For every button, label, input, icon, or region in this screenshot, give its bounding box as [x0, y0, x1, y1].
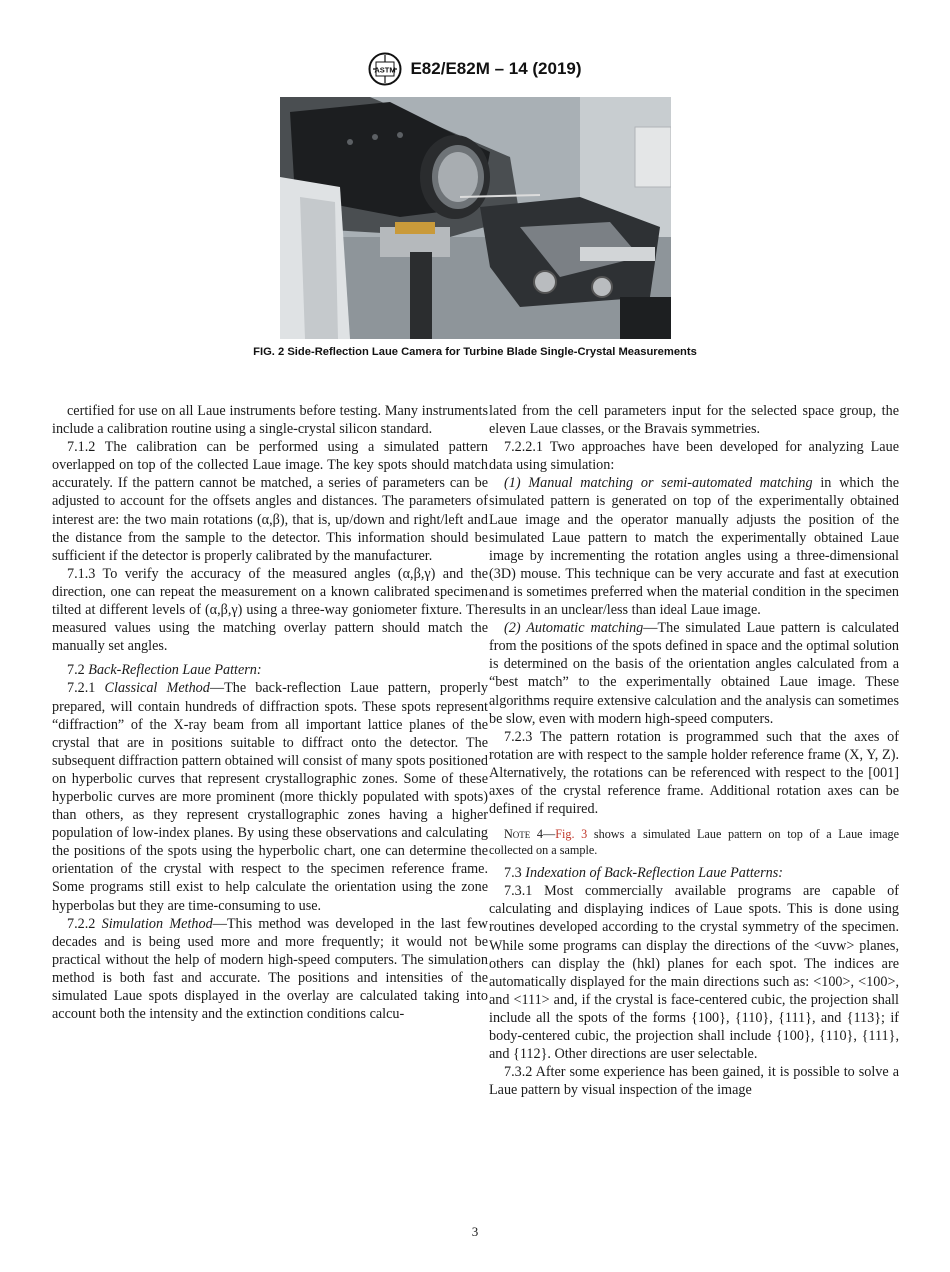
- paragraph-text: —This method was developed in the last few decades and is being used more and more frequently; it would not be practical without the help of modern high-speed computers. The simulation method is both fast and accurate. The positions and intensities of the simulated Laue spots displayed in the overlay are calculated taking into account both the intensity and the extinction conditions calcu-: [52, 915, 489, 1023]
- paragraph-text: 7.2.3 The pattern rotation is programmed such that the axes of rotation are with respect to the sample holder reference frame (X, Y, Z). Alternatively, the rotations can be referenced with respect to the [001] axes of the crystal reference frame. Additional rotation axes can be defined if required.: [489, 728, 899, 818]
- laue-camera-photo-illustration: [280, 97, 671, 339]
- note-label: Note 4: [504, 827, 544, 842]
- paragraph-text: —The simulated Laue pattern is calculated from the positions of the spots defined in space and the optimal solution is determined on the basis of the orientation angles calculated from a “best match” to the experimentally obtained Laue image. These algorithms require extensive calculation and the analysis can sometimes be slow, even with modern high-speed computers.: [489, 620, 899, 727]
- subsection-title: (2) Automatic matching: [504, 620, 644, 637]
- left-paragraph: [52, 915, 488, 1024]
- subsection-title: Classical Method: [104, 680, 210, 697]
- right-paragraph: [489, 826, 899, 858]
- figure-photo-laue-camera: [280, 97, 671, 339]
- paragraph-text: 7.3.1 Most commercially available programs are capable of calculating and displaying indices of Laue spots. This is done using routines developed according to the crystal symmetry of the specimen. While some programs can display the directions of the <uvw> planes, others can display the (hkl) planes for each spot. The indices are automatically displayed for the main directions such as: <100>, <100>, and <111> and, if the crystal is face-centered cubic, the projection shall include all the spots of the forms {100}, {110}, {111}, and {113}; if body-centered cubic, the projection shall include {100}, {110}, {111}, and {112}. Other directions are user selectable.: [489, 883, 899, 1063]
- paragraph-text: 7.1.2 The calibration can be performed using a simulated pattern overlapped on top of the collected Laue image. The key spots should match accurately. If the pattern cannot be matched, a series of parameters can be adjusted to account for the offsets angles and distances. The parameters of interest are: the two main rotations (α,β), that is, up/down and right/left and the distance from the sample to the detector. This information should be sufficient if the detector is properly calibrated by the manufacturer.: [52, 439, 488, 564]
- standard-designation: E82/E82M – 14 (2019): [410, 59, 582, 78]
- right-paragraph: [489, 864, 899, 882]
- right-paragraph: [489, 882, 899, 1063]
- page-header: [0, 52, 950, 91]
- right-paragraph: [489, 402, 899, 438]
- paragraph-text: certified for use on all Laue instruments before testing. Many instruments include a calibration routine using a single-crystal silicon standard.: [52, 403, 488, 438]
- astm-logo-icon: [368, 52, 402, 86]
- left-paragraph: [52, 402, 488, 438]
- paragraph-text: lated from the cell parameters input for the selected space group, the eleven Laue classes, or the Bravais symmetries.: [489, 403, 899, 438]
- subsection-title: Simulation Method: [101, 915, 213, 932]
- paragraph-text: 7.2.2.1 Two approaches have been developed for analyzing Laue data using simulation:: [489, 439, 899, 474]
- left-paragraph: [52, 661, 488, 679]
- subsection-title: (1) Manual matching or semi-automated matching: [504, 475, 813, 492]
- figure-caption: FIG. 2 Side-Reflection Laue Camera for Turbine Blade Single-Crystal Measurements: [253, 346, 697, 358]
- paragraph-text: 7.3.2 After some experience has been gained, it is possible to solve a Laue pattern by visual inspection of the image: [489, 1064, 899, 1099]
- left-column: [52, 402, 488, 1023]
- section-number: 7.2.2: [67, 915, 102, 932]
- right-paragraph: [489, 619, 899, 728]
- page-number: 3: [471, 1224, 479, 1239]
- note-dash: —: [543, 827, 556, 842]
- right-paragraph: [489, 474, 899, 619]
- left-paragraph: [52, 679, 488, 914]
- figure-reference-link[interactable]: Fig. 3: [555, 827, 588, 842]
- paragraph-text: —The back-reflection Laue pattern, properly prepared, will contain hundreds of diffraction spots. These spots represent “diffraction” of the X-ray beam from all important lattice planes of the crystal that are in positions suitable to diffract onto the detector. The subsequent diffraction pattern obtained will consist of many spots positioned on hyperbolic curves that represent crystallographic zones. Some of these hyperbolic curves are more prominent (more thickly populated with spots) than others, as they represent crystallographic zones having a higher population of low-index planes. By using these observations and calculating the positions of the spots using the hyperbolic chart, one can determine the orientation of the crystal with respect to the specimen reference frame. Some programs still exist to help calculate the orientation using the zone hyperbolas but they are time-consuming to use.: [52, 680, 488, 914]
- note-text: shows a simulated Laue pattern on top of a Laue image collected on a sample.: [489, 827, 899, 858]
- right-paragraph: [489, 728, 899, 818]
- section-title: Indexation of Back-Reflection Laue Patterns:: [525, 865, 783, 882]
- right-column: [489, 402, 899, 1099]
- paragraph-text: 7.1.3 To verify the accuracy of the measured angles (α,β,γ) and the direction, one can repeat the measurement on a known calibrated specimen tilted at different levels of (α,β,γ) using a three-way goniometer fixture. The measured values using the matching overlay pattern should match the manually set angles.: [52, 565, 488, 655]
- section-title: Back-Reflection Laue Pattern:: [88, 662, 262, 679]
- paragraph-text: in which the simulated pattern is generated on top of the experimentally obtained Laue image and the operator manually adjusts the position of the simulated Laue pattern to match the experimentally obtained Laue image by incrementing the rotation angles using a three-dimensional (3D) mouse. This technique can be very accurate and fast at execution and is sometimes preferred when the material condition in the specimen results in an unclear/less than ideal Laue image.: [489, 475, 899, 619]
- left-paragraph: [52, 565, 488, 655]
- section-number: 7.2.1: [67, 680, 105, 697]
- section-number: 7.3: [504, 865, 526, 882]
- svg-text:ASTM: ASTM: [374, 65, 397, 75]
- right-paragraph: [489, 438, 899, 474]
- section-number: 7.2: [67, 662, 89, 679]
- right-paragraph: [489, 1063, 899, 1099]
- left-paragraph: [52, 438, 488, 565]
